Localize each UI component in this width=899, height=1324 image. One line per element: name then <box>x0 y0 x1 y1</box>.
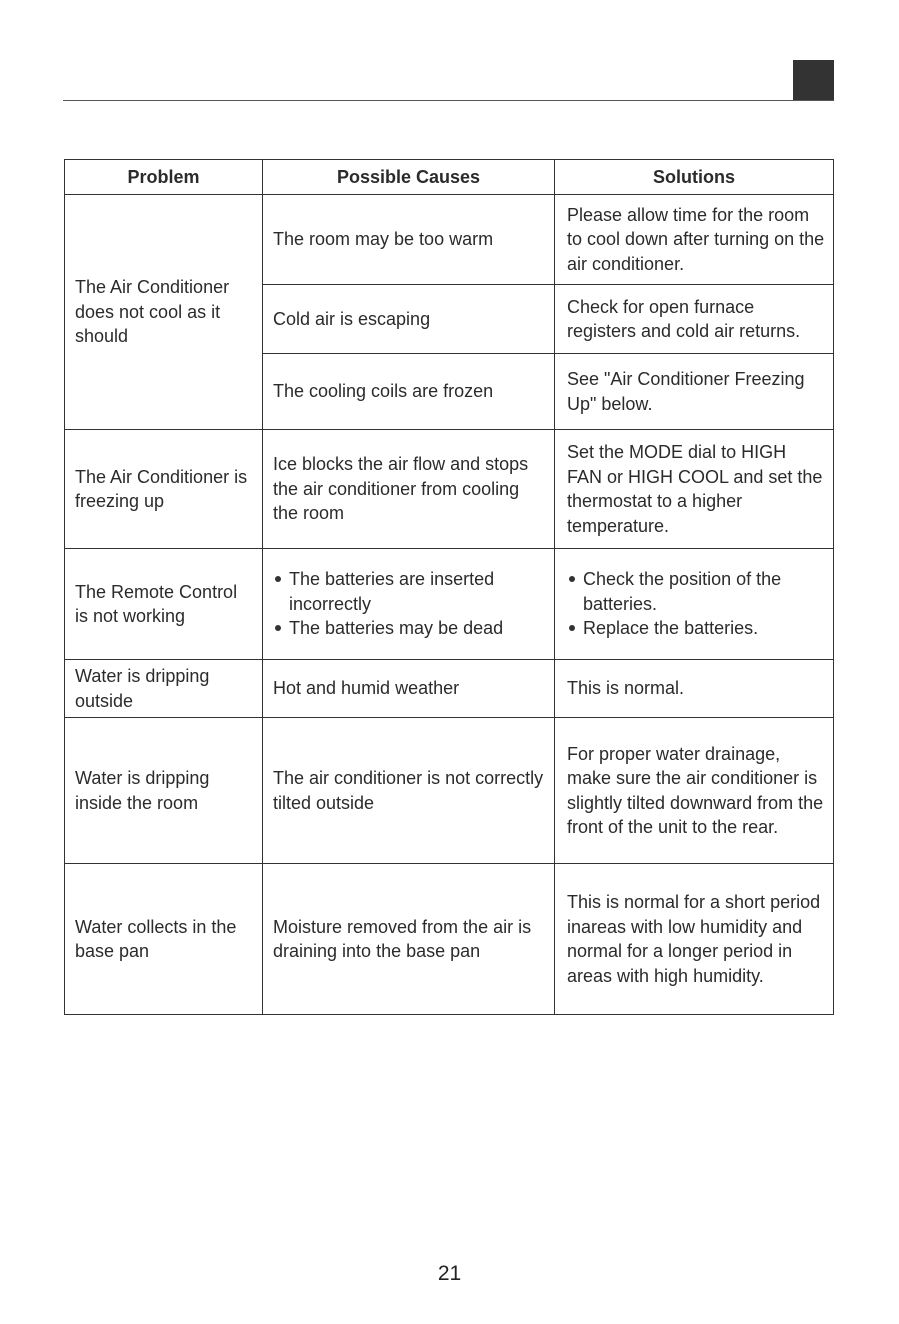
table-row <box>65 430 834 549</box>
table-header-row <box>65 160 834 195</box>
list-item: Replace the batteries. <box>567 616 825 641</box>
corner-tab <box>793 60 834 101</box>
cause-cell: Cold air is escaping <box>263 285 555 354</box>
list-item: The batteries are inserted incorrectly <box>273 567 544 616</box>
table-row <box>65 864 834 1015</box>
header-rule <box>63 100 834 101</box>
header-problem: Problem <box>65 160 263 195</box>
solution-cell: Set the MODE dial to HIGH FAN or HIGH COOL and set the thermostat to a higher temperature. <box>555 430 834 549</box>
problem-cell: The Air Conditioner does not cool as it should <box>65 195 263 430</box>
header-solutions: Solutions <box>555 160 834 195</box>
troubleshooting-table <box>64 159 834 1015</box>
solution-cell: Please allow time for the room to cool down after turning on the air conditioner. <box>555 195 834 285</box>
table-row <box>65 660 834 718</box>
cause-cell <box>263 549 555 660</box>
table-row <box>65 718 834 864</box>
table-row <box>65 195 834 285</box>
cause-cell: The cooling coils are frozen <box>263 354 555 430</box>
solution-list <box>567 567 825 641</box>
table-row <box>65 549 834 660</box>
cause-cell: Hot and humid weather <box>263 660 555 718</box>
problem-cell: The Air Conditioner is freezing up <box>65 430 263 549</box>
problem-cell: The Remote Control is not working <box>65 549 263 660</box>
solution-cell: This is normal for a short period inareas with low humidity and normal for a longer period in areas with high humidity. <box>555 864 834 1015</box>
page-number: 21 <box>437 1262 462 1285</box>
solution-cell: This is normal. <box>555 660 834 718</box>
solution-cell: Check for open furnace registers and cold air returns. <box>555 285 834 354</box>
problem-cell: Water collects in the base pan <box>65 864 263 1015</box>
problem-cell: Water is dripping outside <box>65 660 263 718</box>
cause-cell: The air conditioner is not correctly tilted outside <box>263 718 555 864</box>
solution-cell: For proper water drainage, make sure the air conditioner is slightly tilted downward from the front of the unit to the rear. <box>555 718 834 864</box>
list-item: Check the position of the batteries. <box>567 567 825 616</box>
cause-cell: Moisture removed from the air is draining into the base pan <box>263 864 555 1015</box>
cause-list <box>273 567 544 641</box>
problem-cell: Water is dripping inside the room <box>65 718 263 864</box>
cause-cell: Ice blocks the air flow and stops the air conditioner from cooling the room <box>263 430 555 549</box>
solution-cell: See "Air Conditioner Freezing Up" below. <box>555 354 834 430</box>
solution-cell <box>555 549 834 660</box>
cause-cell: The room may be too warm <box>263 195 555 285</box>
header-possible-causes: Possible Causes <box>263 160 555 195</box>
list-item: The batteries may be dead <box>273 616 544 641</box>
